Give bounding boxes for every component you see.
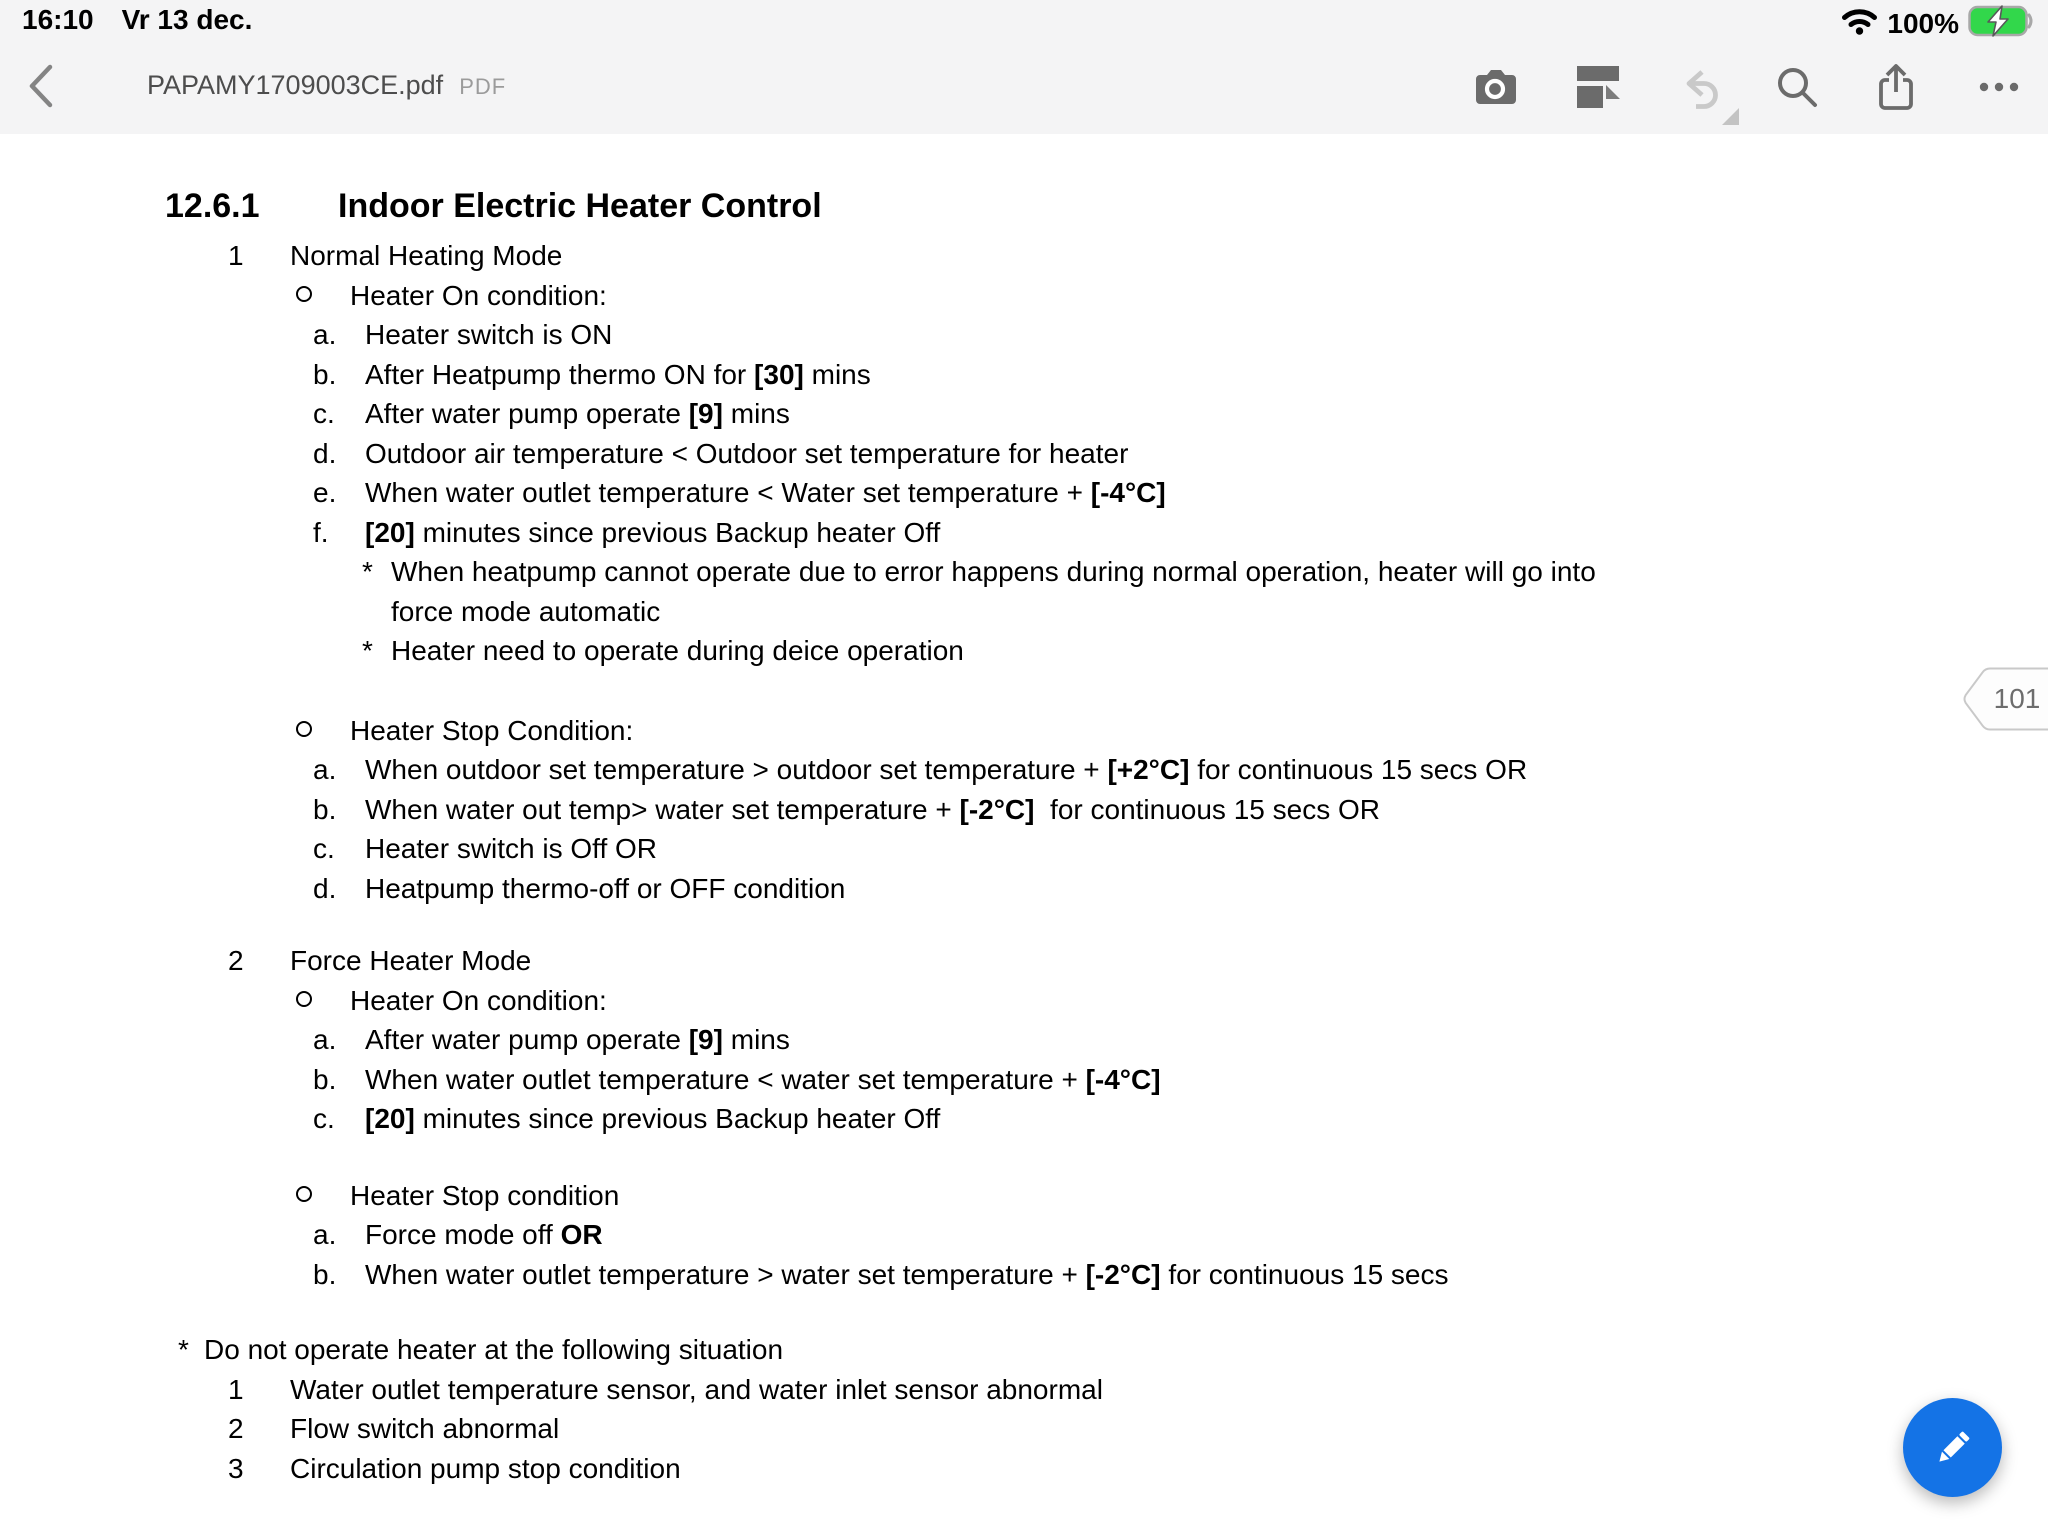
doc-text: [-4°C] [1090, 477, 1166, 508]
doc-line [0, 1255, 2048, 1295]
list-label: 2 [228, 945, 244, 976]
circle-bullet [296, 991, 312, 1007]
back-button[interactable] [26, 62, 56, 110]
doc-text: Heater On condition: [350, 279, 607, 311]
camera-icon [1472, 68, 1518, 106]
doc-text: for continuous 15 secs OR [1189, 754, 1528, 785]
doc-text: After water pump operate [365, 1024, 689, 1055]
doc-line [0, 981, 2048, 1021]
list-label: b. [313, 1063, 337, 1095]
doc-text: Flow switch abnormal [290, 1413, 560, 1444]
section-heading [0, 182, 2048, 230]
doc-text: When water out temp> water set temperature + [365, 793, 960, 825]
doc-text: mins [722, 398, 790, 429]
doc-line [0, 394, 2048, 434]
list-label: c. [313, 833, 335, 864]
doc-line [0, 1330, 2048, 1370]
doc-line [0, 1215, 2048, 1255]
section-number: 12.6.1 [165, 187, 260, 225]
more-button[interactable] [1974, 62, 2024, 112]
list-label: f. [313, 516, 329, 548]
doc-line [0, 473, 2048, 513]
page-view-button[interactable] [1573, 62, 1623, 112]
list-label: * [362, 556, 373, 587]
doc-text: Heater need to operate during deice operation [391, 635, 964, 666]
doc-text: Water outlet temperature sensor, and water inlet sensor abnormal [290, 1373, 1103, 1405]
top-chrome [0, 0, 2048, 135]
doc-text: mins [803, 358, 871, 390]
share-button[interactable] [1871, 62, 1921, 112]
doc-text: [+2°C] [1107, 754, 1190, 785]
pdf-page [0, 134, 2048, 1536]
doc-text: for continuous 15 secs [1160, 1258, 1449, 1290]
doc-line [0, 1409, 2048, 1449]
doc-line [0, 434, 2048, 474]
doc-line [0, 1099, 2048, 1139]
document-body [0, 236, 2048, 1488]
doc-text: for continuous 15 secs OR [1034, 793, 1380, 825]
doc-line [0, 631, 2048, 671]
list-label: d. [313, 437, 337, 469]
doc-line [0, 355, 2048, 395]
doc-line [0, 1060, 2048, 1100]
list-label: 1 [228, 1373, 244, 1405]
doc-line [0, 750, 2048, 790]
list-label: 1 [228, 240, 244, 271]
doc-line [0, 711, 2048, 751]
page-number: 101 [1993, 683, 2041, 714]
camera-button[interactable] [1470, 62, 1520, 112]
section-title: Indoor Electric Heater Control [338, 187, 822, 225]
status-right [1841, 5, 2034, 42]
list-label: * [178, 1334, 189, 1365]
paragraph-gap [0, 671, 2048, 711]
doc-text: When outdoor set temperature > outdoor set temperature + [365, 754, 1108, 785]
doc-line [0, 1449, 2048, 1489]
list-label: c. [313, 1103, 335, 1134]
list-label: a. [313, 754, 337, 785]
doc-text: Circulation pump stop condition [290, 1452, 681, 1484]
document-title-group [147, 70, 506, 101]
doc-text: OR [560, 1219, 603, 1250]
doc-text: [30] [754, 358, 804, 390]
doc-text: minutes since previous Backup heater Off [414, 516, 941, 548]
doc-text: minutes since previous Backup heater Off [414, 1103, 941, 1134]
chevron-left-icon [26, 62, 56, 110]
doc-text: Force mode off [365, 1219, 561, 1250]
doc-line [0, 315, 2048, 355]
doc-text: When water outlet temperature < water set temperature + [365, 1063, 1086, 1095]
list-label: a. [313, 1024, 337, 1055]
doc-text: Do not operate heater at the following situation [204, 1334, 784, 1365]
doc-text: mins [722, 1024, 790, 1055]
doc-text: When water outlet temperature < Water set temperature + [365, 477, 1091, 508]
circle-bullet [296, 1186, 312, 1202]
battery-percent: 100% [1887, 7, 1959, 39]
list-label: d. [313, 872, 337, 904]
doc-line [0, 513, 2048, 553]
doc-text: Force Heater Mode [290, 945, 532, 976]
doc-text: When water outlet temperature > water set temperature + [365, 1258, 1086, 1290]
list-label: 3 [228, 1452, 244, 1484]
list-label: a. [313, 1219, 337, 1250]
doc-text: After Heatpump thermo ON for [365, 358, 755, 390]
doc-text: Heater Stop Condition: [350, 714, 634, 746]
status-left [22, 4, 252, 36]
page-position-indicator[interactable] [1961, 667, 2048, 731]
edit-fab[interactable] [1903, 1398, 2002, 1497]
list-label: b. [313, 793, 337, 825]
pencil-edit-icon [1927, 1422, 1979, 1474]
doc-line [0, 1020, 2048, 1060]
doc-text: Heatpump thermo-off or OFF condition [365, 872, 846, 904]
doc-text: When heatpump cannot operate due to error happens during normal operation, heater will go into [391, 556, 1596, 587]
status-time: 16:10 [22, 4, 94, 35]
search-button[interactable] [1771, 62, 1821, 112]
list-label: a. [313, 319, 337, 350]
doc-text: [20] [365, 516, 415, 548]
doc-line [0, 1370, 2048, 1410]
list-label: b. [313, 358, 337, 390]
doc-text: [-4°C] [1085, 1063, 1161, 1095]
doc-text: force mode automatic [391, 595, 661, 627]
doc-text: [-2°C] [1085, 1258, 1161, 1290]
doc-text: Heater switch is ON [365, 319, 613, 350]
doc-text: After water pump operate [365, 398, 689, 429]
battery-charging-icon [1968, 5, 2034, 42]
circle-bullet [296, 286, 312, 302]
file-type-badge: PDF [459, 74, 507, 99]
paragraph-gap [0, 1294, 2048, 1330]
doc-text: [-2°C] [959, 793, 1035, 825]
doc-text: Heater Stop condition [350, 1179, 620, 1211]
list-label: e. [313, 477, 337, 508]
doc-text: [9] [688, 1024, 723, 1055]
doc-line [0, 276, 2048, 316]
doc-text: Outdoor air temperature < Outdoor set temperature for heater [365, 437, 1129, 469]
undo-button[interactable] [1670, 62, 1720, 112]
doc-line [0, 1176, 2048, 1216]
doc-line [0, 592, 2048, 632]
doc-line [0, 552, 2048, 592]
list-label: b. [313, 1258, 337, 1290]
doc-text: Heater On condition: [350, 984, 607, 1016]
doc-line [0, 236, 2048, 276]
search-icon [1773, 64, 1819, 110]
doc-line [0, 790, 2048, 830]
doc-line [0, 829, 2048, 869]
doc-text: [9] [688, 398, 723, 429]
paragraph-gap [0, 1139, 2048, 1176]
list-label: * [362, 635, 373, 666]
share-icon [1873, 62, 1919, 112]
list-label: c. [313, 398, 335, 429]
more-icon [1976, 64, 2022, 110]
wifi-icon [1841, 7, 1878, 40]
doc-text: Normal Heating Mode [290, 240, 563, 271]
doc-line [0, 869, 2048, 909]
undo-more-options-corner[interactable] [1722, 108, 1739, 125]
circle-bullet [296, 721, 312, 737]
undo-icon [1671, 64, 1719, 110]
doc-line [0, 941, 2048, 981]
document-filename: PAPAMY1709003CE.pdf [147, 70, 444, 100]
doc-text: [20] [365, 1103, 415, 1134]
status-date: Vr 13 dec. [121, 4, 253, 35]
paragraph-gap [0, 908, 2048, 941]
page-view-icon [1575, 64, 1621, 110]
doc-text: Heater switch is Off OR [365, 833, 658, 864]
list-label: 2 [228, 1413, 244, 1444]
